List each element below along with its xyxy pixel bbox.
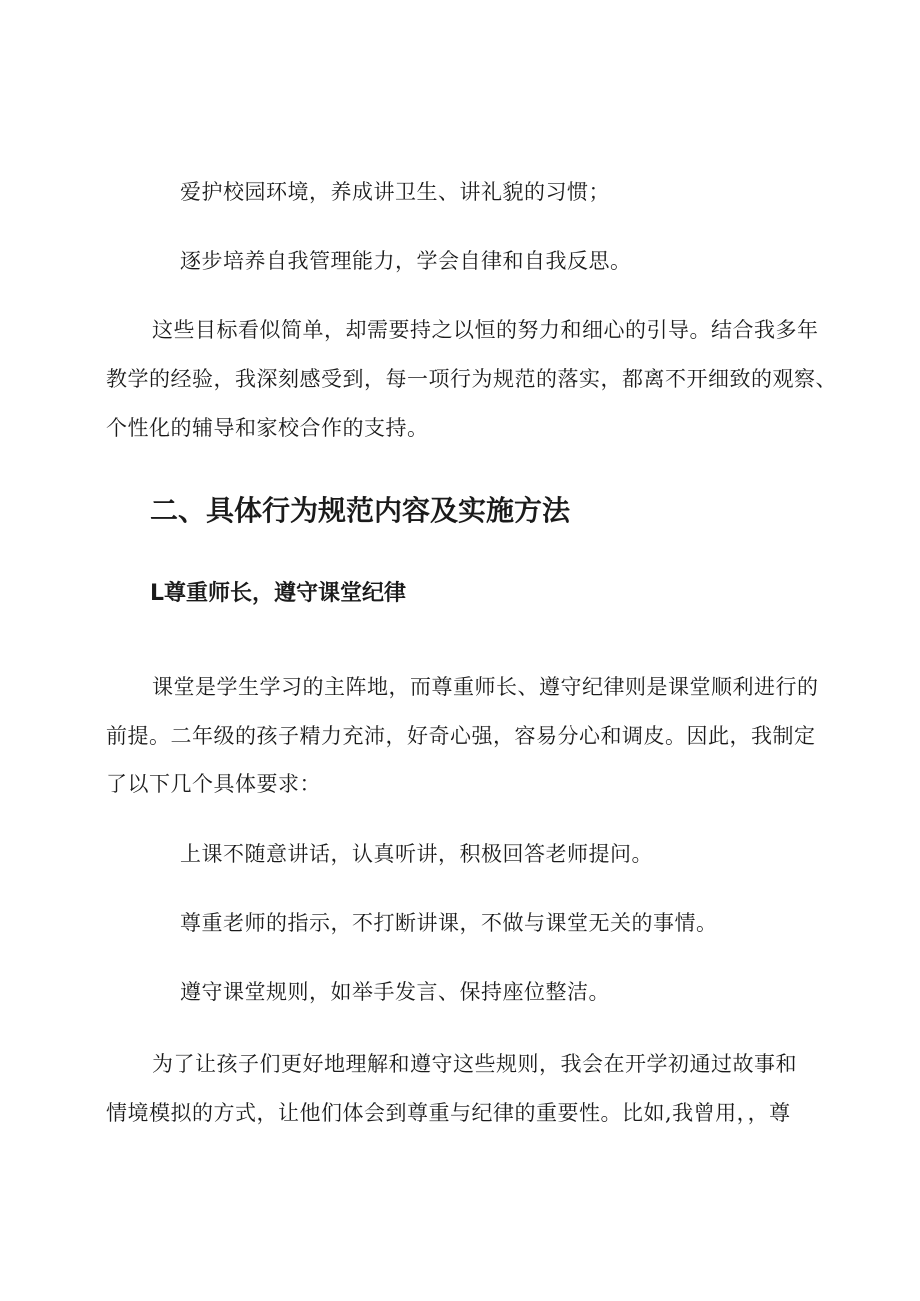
paragraph-line: 前提。二年级的孩子精力充沛，好奇心强，容易分心和调皮。因此，我制定 [106,724,816,748]
list-item: 遵守课堂规则，如举手发言、保持座位整洁。 [180,980,610,1004]
list-item: 逐步培养自我管理能力，学会自律和自我反思。 [180,249,632,273]
paragraph-line: 为了让孩子们更好地理解和遵守这些规则，我会在开学初通过故事和 [152,1052,797,1076]
paragraph-line: 了以下几个具体要求： [106,772,321,796]
paragraph-line: 情境模拟的方式，让他们体会到尊重与纪律的重要性。比如,我曾用，，尊 [106,1101,791,1125]
section-heading: 二、具体行为规范内容及实施方法 [150,494,571,527]
paragraph-line: 课堂是学生学习的主阵地，而尊重师长、遵守纪律则是课堂顺利进行的 [152,675,819,699]
paragraph-line: 这些目标看似简单，却需要持之以恒的努力和细心的引导。结合我多年 [152,318,819,342]
list-item: 尊重老师的指示，不打断讲课，不做与课堂无关的事情。 [180,911,718,935]
paragraph-line: 个性化的辅导和家校合作的支持。 [106,416,429,440]
list-item: 上课不随意讲话，认真听讲，积极回答老师提问。 [180,842,653,866]
subsection-heading: L尊重师长，遵守课堂纪律 [150,581,407,606]
paragraph-line: 教学的经验，我深刻感受到，每一项行为规范的落实，都离不开细致的观察、 [106,367,837,391]
list-item: 爱护校园环境，养成讲卫生、讲礼貌的习惯； [180,180,610,204]
